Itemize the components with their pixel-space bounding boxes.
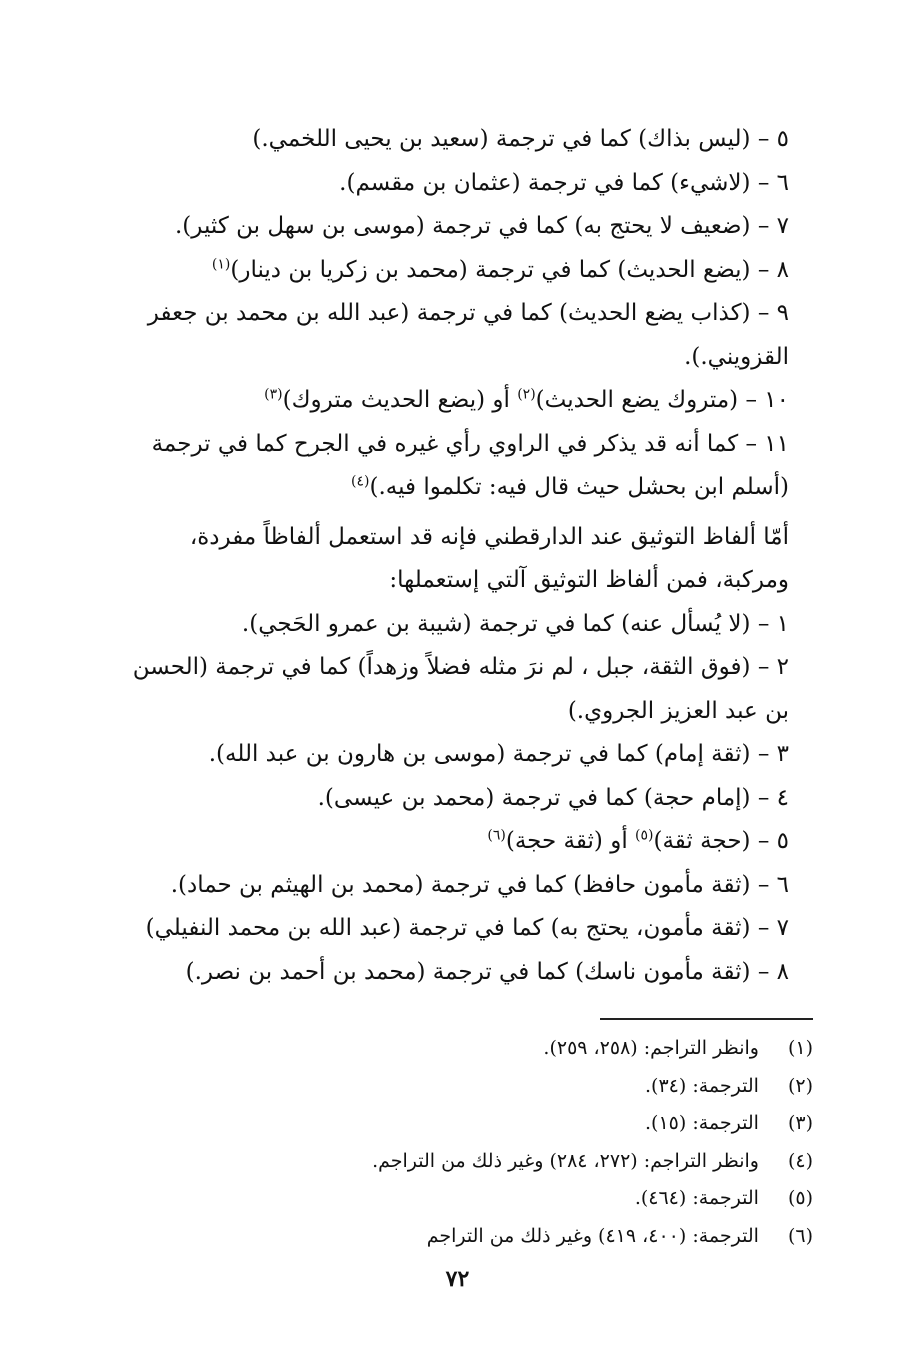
item-text: (كذاب يضع الحديث) كما في ترجمة (عبد الله بن محمد بن جعفر القزويني.). [147,300,789,370]
item-text: (ثقة مأمون، يحتج به) كما في ترجمة (عبد الله بن محمد النفيلي) [145,915,751,941]
item-number: ٨ [776,958,789,985]
item-text: (لا يُسأل عنه) كما في ترجمة (شيبة بن عمرو الحَجي). [241,610,751,637]
footnote-number: (٢) [787,1074,813,1097]
footnote-ref[interactable]: (٥) [635,827,654,844]
list-item: ١٠ – (متروك يضع الحديث)$^{(٢)}$ أو (يضع الحديث متروك)$^{(٣)}$ [264,386,789,413]
footnote-number: (٤) [787,1149,813,1172]
footnote-text: الترجمة: (٤٦٤). [634,1187,759,1209]
footnote-ref[interactable]: (٤) [351,473,370,490]
footnote [300,1068,813,1106]
footnote [300,1030,813,1068]
main-text [110,118,815,994]
item-number: ٨ [776,256,789,283]
item-number: ١٠ [764,387,789,413]
item-text: (ثقة مأمون حافظ) كما في ترجمة (محمد بن الهيثم بن حماد). [170,871,751,898]
footnote-number: (٥) [787,1187,813,1209]
item-number: ٥ [776,126,789,152]
item-number: ١١ [764,430,789,457]
footnote-ref[interactable]: (١) [211,255,231,272]
item-text: (متروك يضع الحديث) [535,387,739,413]
item-number: ٧ [776,915,789,941]
item-text: (ثقة مأمون ناسك) كما في ترجمة (محمد بن أحمد بن نصر.) [185,958,751,985]
footnote-ref[interactable]: (٣) [264,386,283,403]
list-item: ١١ – كما أنه قد يذكر في الراوي رأي غيره في الجرح كما في ترجمة (أسلم ابن بحشل حيث قال فيه: تكلموا فيه.)$^{(٤)}$ [151,430,789,500]
item-text: (يضع الحديث) كما في ترجمة (محمد بن زكريا بن دينار) [230,256,751,283]
list-item: ٣ – (ثقة إمام) كما في ترجمة (موسى بن هارون بن عبد الله). [208,741,789,767]
footnote [300,1143,813,1181]
footnote-text: الترجمة: (٤٠٠، ٤١٩) وغير ذلك من التراجم [426,1224,759,1247]
footnote-text: الترجمة: (٣٤). [645,1074,759,1097]
list-item: ٧ – (ثقة مأمون، يحتج به) كما في ترجمة (عبد الله بن محمد النفيلي) [145,915,789,941]
list-item: ٨ – (يضع الحديث) كما في ترجمة (محمد بن زكريا بن دينار)$^{(١)}$ [211,255,789,283]
item-number: ٤ [776,784,789,811]
footnotes [300,1030,813,1255]
list-item: ٢ – (فوق الثقة، جبل ، لم نرَ مثله فضلاً وزهداً) كما في ترجمة (الحسن بن عبد العزيز الجروي.) [132,654,789,724]
footnote [300,1105,813,1143]
page-number: ٧٢ [445,1266,470,1292]
item-number: ٩ [776,300,789,326]
footnote-divider [600,1018,813,1020]
list-item: ٤ – (إمام حجة) كما في ترجمة (محمد بن عيسى). [317,784,789,811]
item-text: كما أنه قد يذكر في الراوي رأي غيره في الجرح كما في ترجمة (أسلم ابن بحشل حيث قال فيه: تكلموا فيه.) [151,430,789,500]
list-item: ٧ – (ضعيف لا يحتج به) كما في ترجمة (موسى بن سهل بن كثير). [174,213,789,239]
footnote-number: (١) [787,1037,813,1059]
list-item: ٥ – (ليس بذاك) كما في ترجمة (سعيد بن يحيى اللخمي.) [252,126,789,152]
item-text: (إمام حجة) كما في ترجمة (محمد بن عيسى). [317,784,751,811]
item-number: ٧ [776,213,789,239]
intro-paragraph: أمّا ألفاظ التوثيق عند الدارقطني فإنه قد استعمل ألفاظاً مفردة، ومركبة، فمن ألفاظ التوثيق آلتي إستعملها: [189,523,789,593]
item-number: ٢ [776,654,789,680]
item-text: (ثقة إمام) كما في ترجمة (موسى بن هارون بن عبد الله). [208,741,751,767]
footnote-number: (٦) [787,1224,813,1247]
footnote [300,1180,813,1218]
item-text: (فوق الثقة، جبل ، لم نرَ مثله فضلاً وزهداً) كما في ترجمة (الحسن بن عبد العزيز الجروي.) [132,654,789,724]
item-number: ٦ [776,871,789,898]
item-number: ٦ [776,169,789,196]
footnote-ref[interactable]: (٢) [517,386,536,403]
footnote [300,1218,813,1256]
list-item: ١ – (لا يُسأل عنه) كما في ترجمة (شيبة بن عمرو الحَجي). [241,610,789,637]
footnote-text: وانظر التراجم: (٢٥٨، ٢٥٩). [543,1037,759,1059]
list-item: ٥ – (حجة ثقة)$^{(٥)}$ أو (ثقة حجة)$^{(٦)}$ [487,827,789,854]
footnote-text: وانظر التراجم: (٢٧٢، ٢٨٤) وغير ذلك من التراجم. [372,1149,759,1172]
footnote-ref[interactable]: (٦) [487,827,506,844]
footnote-number: (٣) [787,1112,813,1134]
item-number: ٣ [776,741,789,767]
item-text: أو (ثقة حجة) [505,828,636,854]
item-text: (حجة ثقة) [653,828,751,854]
item-number: ٥ [776,828,789,854]
item-number: ١ [776,610,789,637]
list-item: ٦ – (ثقة مأمون حافظ) كما في ترجمة (محمد بن الهيثم بن حماد). [170,871,789,898]
item-text: (ليس بذاك) كما في ترجمة (سعيد بن يحيى اللخمي.) [252,126,751,152]
item-text: (ضعيف لا يحتج به) كما في ترجمة (موسى بن سهل بن كثير). [174,213,751,239]
item-text: أو (يضع الحديث متروك) [282,387,518,413]
list-item: ٦ – (لاشيء) كما في ترجمة (عثمان بن مقسم). [339,169,789,196]
footnote-text: الترجمة: (١٥). [645,1112,759,1134]
list-item: ٩ – (كذاب يضع الحديث) كما في ترجمة (عبد الله بن محمد بن جعفر القزويني.). [147,300,789,370]
list-item: ٨ – (ثقة مأمون ناسك) كما في ترجمة (محمد بن أحمد بن نصر.) [185,958,789,985]
item-text: (لاشيء) كما في ترجمة (عثمان بن مقسم). [339,169,751,196]
